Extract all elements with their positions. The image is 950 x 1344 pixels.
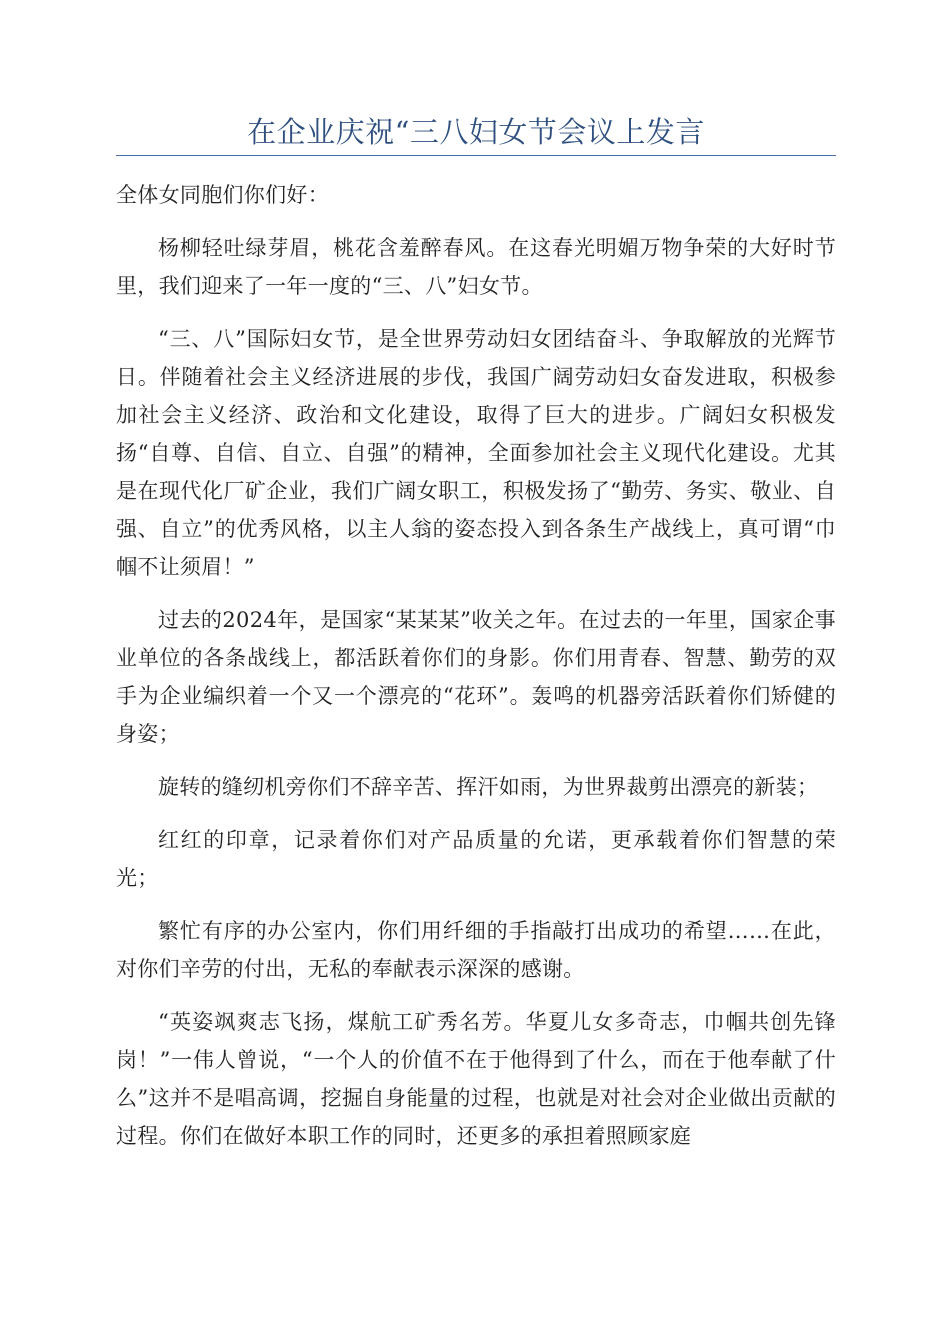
paragraph-5: 红红的印章，记录着你们对产品质量的允诺，更承载着你们智慧的荣光； (116, 828, 836, 890)
paragraph-1: 杨柳轻吐绿芽眉，桃花含羞醉春风。在这春光明媚万物争荣的大好时节里，我们迎来了一年一度的“三、八”妇女节。 (116, 236, 836, 298)
paragraph-4: 旋转的缝纫机旁你们不辞辛苦、挥汗如雨，为世界裁剪出漂亮的新装； (158, 775, 819, 799)
paragraph-6: 繁忙有序的办公室内，你们用纤细的手指敲打出成功的希望……在此，对你们辛劳的付出，无私的奉献表示深深的感谢。 (116, 919, 836, 981)
greeting: 全体女同胞们你们好： (116, 183, 329, 207)
title-block (116, 112, 836, 156)
paragraph-7: “英姿飒爽志飞扬，煤航工矿秀名芳。华夏儿女多奇志，巾帼共创先锋岗！”一伟人曾说，“一个人的价值不在于他得到了什么，而在于他奉献了什么”这并不是唱高调，挖掘自身能量的过程，也就是对社会对企业做出贡献的过程。你们在做好本职工作的同时，还更多的承担着照顾家庭 (116, 1010, 836, 1148)
paragraph-3: 过去的2024年，是国家“某某某”收关之年。在过去的一年里，国家企事业单位的各条战线上，都活跃着你们的身影。你们用青春、智慧、勤劳的双手为企业编织着一个又一个漂亮的“花环”。轰鸣的机器旁活跃着你们矫健的身姿； (116, 608, 836, 746)
document-title: 在企业庆祝“三八妇女节会议上发言 (247, 115, 705, 149)
document-body (116, 176, 836, 1170)
paragraph-2: “三、八”国际妇女节，是全世界劳动妇女团结奋斗、争取解放的光辉节日。伴随着社会主义经济进展的步伐，我国广阔劳动妇女奋发进取，积极参加社会主义经济、政治和文化建设，取得了巨大的进步。广阔妇女积极发扬“自尊、自信、自立、自强”的精神，全面参加社会主义现代化建设。尤其是在现代化厂矿企业，我们广阔女职工，积极发扬了“勤劳、务实、敬业、自强、自立”的优秀风格，以主人翁的姿态投入到各条生产战线上，真可谓“巾帼不让须眉！” (116, 327, 836, 579)
